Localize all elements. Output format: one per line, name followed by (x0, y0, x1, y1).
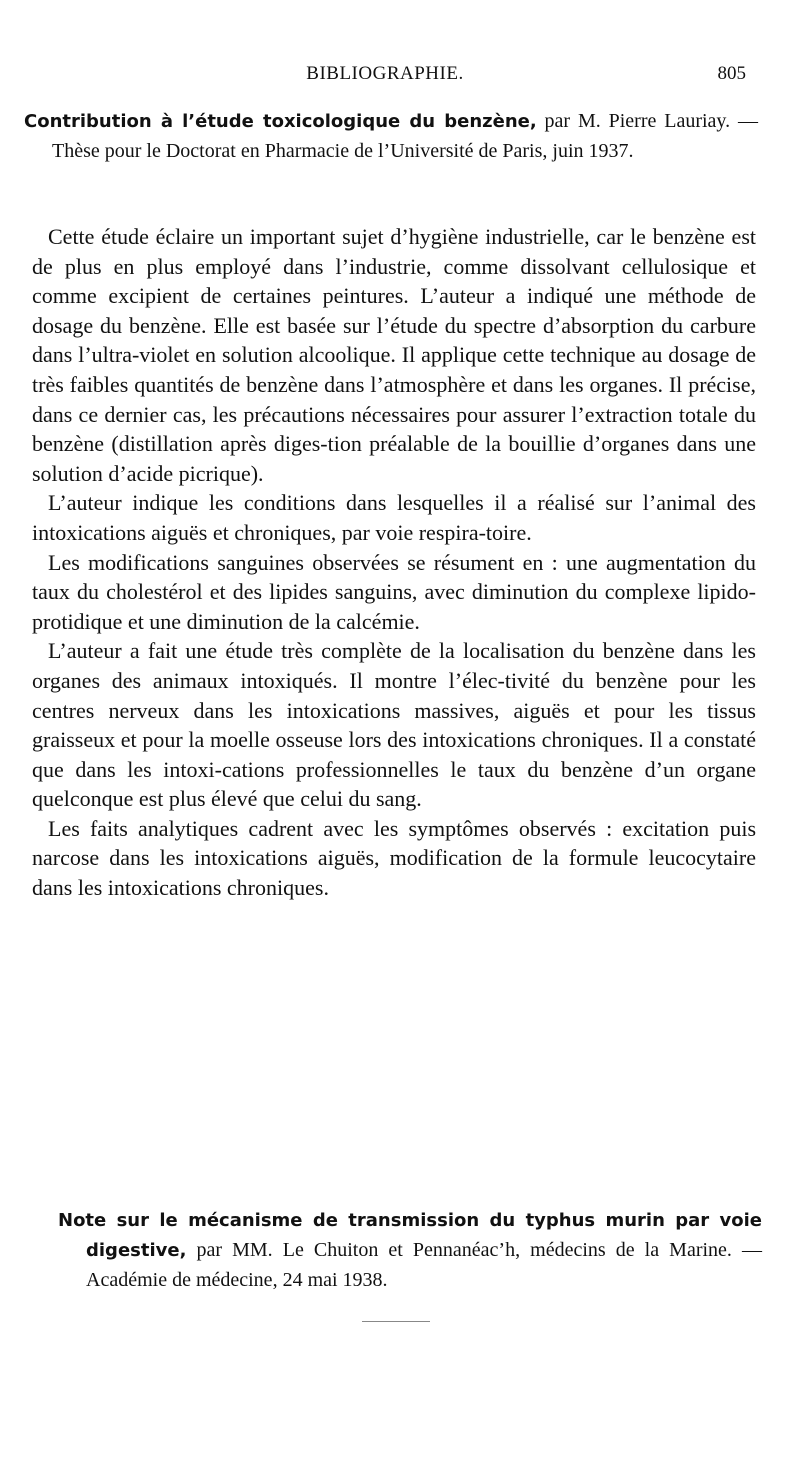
paragraph: L’auteur indique les conditions dans lesquelles il a réalisé sur l’animal des intoxications aiguës et chroniques, par voie respira-toire. (32, 490, 756, 545)
paragraph: Les faits analytiques cadrent avec les symptômes observés : excitation puis narcose dans les intoxications aiguës, modification de la formule leucocytaire dans les intoxications chroniques. (32, 815, 756, 901)
paragraph: Cette étude éclaire un important sujet d’hygiène industrielle, car le benzène est de plus en plus employé dans l’industrie, comme dissolvant cellulosique et comme excipient de certaines peintures. L’auteur a indiqué une méthode de dosage du benzène. Elle est basée sur l’étude du spectre d’absorption du carbure dans l’ultra-violet en solution alcoolique. Il applique cette technique au dosage de très faibles quantités de benzène dans l’atmosphère et dans les organes. Il précise, dans ce dernier cas, les précautions nécessaires pour assurer l’extraction totale du benzène (distillation après diges-tion préalable de la bouillie d’organes dans une solution d’acide picrique). (32, 224, 756, 486)
bibliography-entry-typhus (58, 1205, 762, 1295)
entry-source: Académie de médecine, (86, 1269, 278, 1291)
entry-title: Note sur le mécanisme de transmission du typhus murin par voie digestive, (58, 1210, 762, 1261)
entry-date: 24 mai 1938. (277, 1269, 388, 1291)
entry-author: par M. Pierre Lauriay. — (536, 110, 758, 132)
paragraph: Les modifications sanguines observées se résument en : une augmentation du taux du cholestérol et des lipides sanguins, avec diminution du complexe lipido-protidique et une diminution de la calcémie. (32, 549, 756, 634)
section-divider (362, 1321, 430, 1322)
entry-author: par MM. Le Chuiton et Pennanéac’h, médecins de la Marine. — (186, 1239, 762, 1261)
entry-date: juin 1937. (547, 140, 634, 162)
page-number: 805 (717, 63, 746, 84)
paragraph: L’auteur a fait une étude très complète de la localisation du benzène dans les organes des animaux intoxiqués. Il montre l’élec-tivité du benzène pour les centres nerveux dans les intoxications massives, aiguës et pour les tissus graisseux et pour la moelle osseuse lors des intoxications chroniques. Il a constaté que dans les intoxi-cations professionnelles le taux du benzène d’un organe quelconque est plus élevé que celui du sang. (32, 638, 756, 812)
running-title: BIBLIOGRAPHIE. (306, 63, 464, 84)
entry-thesis: Thèse pour le Doctorat en Pharmacie de l’Université de Paris, (52, 140, 548, 162)
bibliography-entry-benzene (24, 106, 758, 166)
review-body (32, 222, 756, 903)
page-header (24, 60, 746, 88)
entry-title: Contribution à l’étude toxicologique du benzène, (24, 111, 537, 132)
